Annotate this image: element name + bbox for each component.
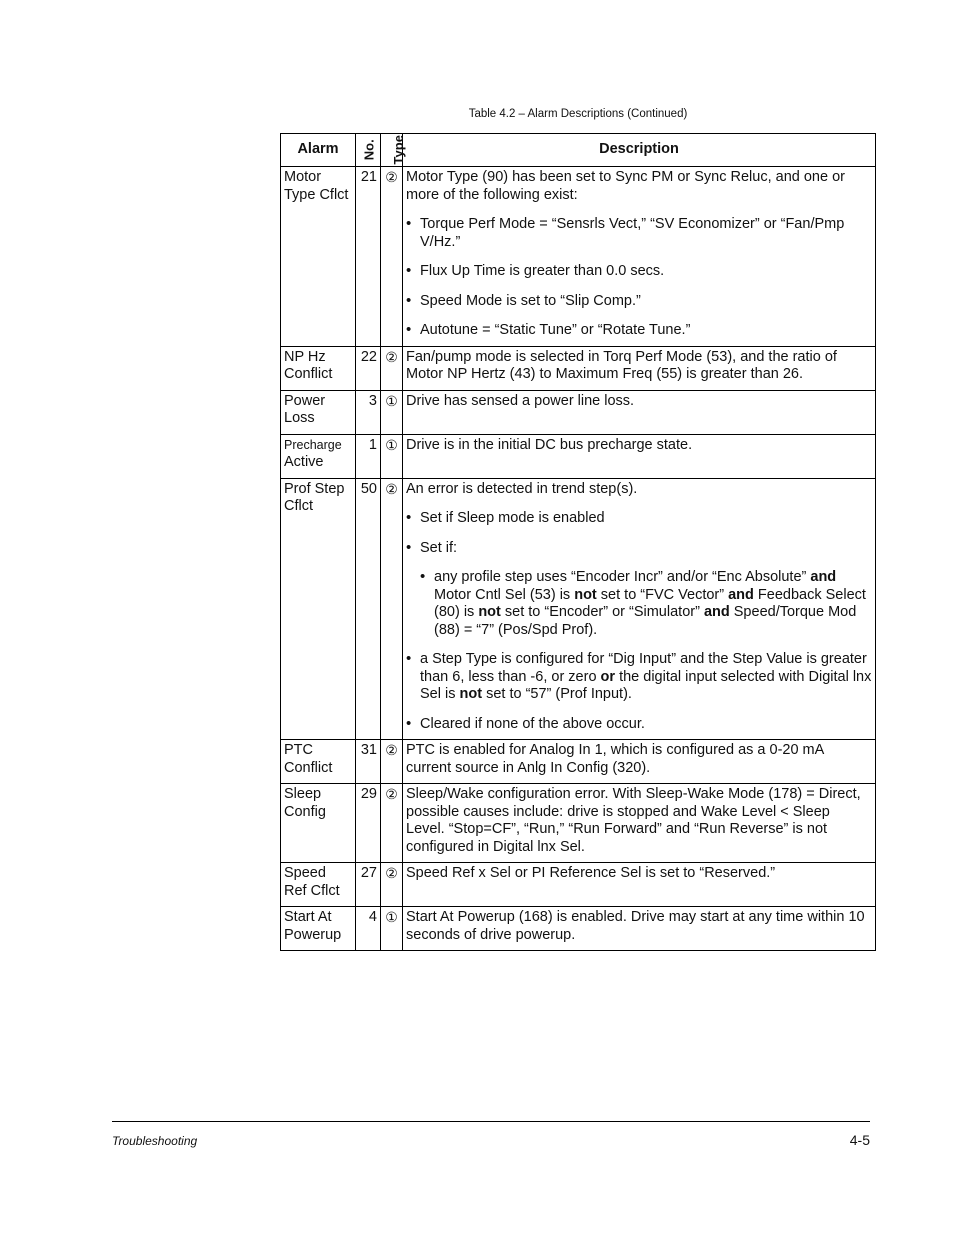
alarm-name-cell: Speed Ref Cflct bbox=[281, 863, 356, 907]
alarm-number-cell: 31 bbox=[356, 740, 381, 784]
description-text: Speed Ref x Sel or PI Reference Sel is set to “Reserved.” bbox=[406, 865, 776, 881]
description-text: Drive has sensed a power line loss. bbox=[406, 392, 635, 409]
description-cell bbox=[403, 478, 876, 740]
alarm-type-cell: ② bbox=[381, 346, 403, 390]
description-text: Sleep/Wake configuration error. With Sleep-Wake Mode (178) = Direct, possible causes include: drive is stopped and Wake Level < Sleep Level. “Stop=CF”, “Run,” “Run Forward” and “Run Reverse” is not configured in Digital lnx Sel. bbox=[406, 786, 861, 855]
alarm-type-cell: ① bbox=[381, 390, 403, 434]
description-cell bbox=[403, 863, 876, 907]
alarm-number-cell: 27 bbox=[356, 863, 381, 907]
table-row bbox=[281, 784, 876, 863]
alarm-number-cell: 50 bbox=[356, 478, 381, 740]
table-row bbox=[281, 478, 876, 740]
alarm-name-cell: Motor Type Cflct bbox=[281, 167, 356, 347]
header-alarm: Alarm bbox=[281, 134, 356, 167]
alarm-type-cell: ① bbox=[381, 907, 403, 951]
alarm-number-cell: 3 bbox=[356, 390, 381, 434]
header-description: Description bbox=[403, 134, 876, 167]
table-row bbox=[281, 346, 876, 390]
alarm-type-cell: ② bbox=[381, 863, 403, 907]
header-type: Type bbox=[381, 134, 403, 167]
alarm-number-cell: 29 bbox=[356, 784, 381, 863]
alarm-type-cell: ② bbox=[381, 740, 403, 784]
table-row bbox=[281, 740, 876, 784]
description-text: Fan/pump mode is selected in Torq Perf Mode (53), and the ratio of Motor NP Hertz (43) to Maximum Freq (55) is greater than 26. bbox=[406, 348, 837, 382]
table-row bbox=[281, 434, 876, 478]
alarm-name-cell: Start At Powerup bbox=[281, 907, 356, 951]
alarm-number-cell: 1 bbox=[356, 434, 381, 478]
alarm-name-cell: Prof Step Cflct bbox=[281, 478, 356, 740]
alarm-number-cell: 22 bbox=[356, 346, 381, 390]
table-row bbox=[281, 390, 876, 434]
alarm-name-cell: NP Hz Conflict bbox=[281, 346, 356, 390]
description-cell bbox=[403, 434, 876, 478]
bullet-item: • Torque Perf Mode = “Sensrls Vect,” “SV Economizer” or “Fan/Pmp V/Hz.” bbox=[406, 216, 872, 251]
page-number: 4-5 bbox=[849, 1132, 870, 1148]
bullet-item: • Flux Up Time is greater than 0.0 secs. bbox=[406, 263, 872, 281]
bullet-item: • Speed Mode is set to “Slip Comp.” bbox=[406, 293, 872, 311]
table-row bbox=[281, 863, 876, 907]
alarm-name-cell: Precharge Active bbox=[281, 434, 356, 478]
description-cell bbox=[403, 390, 876, 434]
alarm-descriptions-table bbox=[280, 133, 876, 951]
description-cell bbox=[403, 167, 876, 347]
description-text: Drive is in the initial DC bus precharge state. bbox=[406, 436, 693, 453]
footer-section-title: Troubleshooting bbox=[112, 1134, 198, 1148]
description-text: Start At Powerup (168) is enabled. Drive may start at any time within 10 seconds of drive powerup. bbox=[406, 909, 865, 943]
alarm-type-cell: ① bbox=[381, 434, 403, 478]
alarm-type-cell: ② bbox=[381, 784, 403, 863]
description-cell bbox=[403, 740, 876, 784]
table-caption: Table 4.2 – Alarm Descriptions (Continued) bbox=[468, 108, 688, 120]
bullet-item: • Autotune = “Static Tune” or “Rotate Tune.” bbox=[406, 322, 872, 340]
alarm-name-cell: Sleep Config bbox=[281, 784, 356, 863]
alarm-number-cell: 21 bbox=[356, 167, 381, 347]
bullet-item: • Set if: bbox=[406, 540, 872, 558]
table-header-row bbox=[281, 134, 876, 167]
description-cell bbox=[403, 346, 876, 390]
sub-bullet-item: • any profile step uses “Encoder Incr” and/or “Enc Absolute” and Motor Cntl Sel (53) is not set to “FVC Vector” and Feedback Select (80) is not set to “Encoder” or “Simulator” and Speed/Torque Mod (88) = “7” (Pos/Spd Prof). bbox=[420, 569, 872, 639]
bullet-item: • a Step Type is configured for “Dig Input” and the Step Value is greater than 6, less than -6, or zero or the digital input selected with Digital lnx Sel is not set to “57” (Prof Input). bbox=[406, 651, 872, 704]
footer-divider bbox=[112, 1121, 870, 1122]
description-cell bbox=[403, 784, 876, 863]
bullet-item: • Set if Sleep mode is enabled bbox=[406, 510, 872, 528]
description-text: An error is detected in trend step(s). bbox=[406, 480, 638, 497]
alarm-type-cell: ② bbox=[381, 167, 403, 347]
alarm-name-cell: PTC Conflict bbox=[281, 740, 356, 784]
bullet-item: • Cleared if none of the above occur. bbox=[406, 716, 872, 734]
description-text: Motor Type (90) has been set to Sync PM or Sync Reluc, and one or more of the following exist: bbox=[406, 169, 845, 203]
table-row bbox=[281, 167, 876, 347]
table-row bbox=[281, 907, 876, 951]
description-cell bbox=[403, 907, 876, 951]
alarm-name-cell: Power Loss bbox=[281, 390, 356, 434]
description-text: PTC is enabled for Analog In 1, which is configured as a 0-20 mA current source in Anlg In Config (320). bbox=[406, 742, 824, 776]
alarm-number-cell: 4 bbox=[356, 907, 381, 951]
alarm-type-cell: ② bbox=[381, 478, 403, 740]
header-no: No. bbox=[356, 134, 381, 167]
